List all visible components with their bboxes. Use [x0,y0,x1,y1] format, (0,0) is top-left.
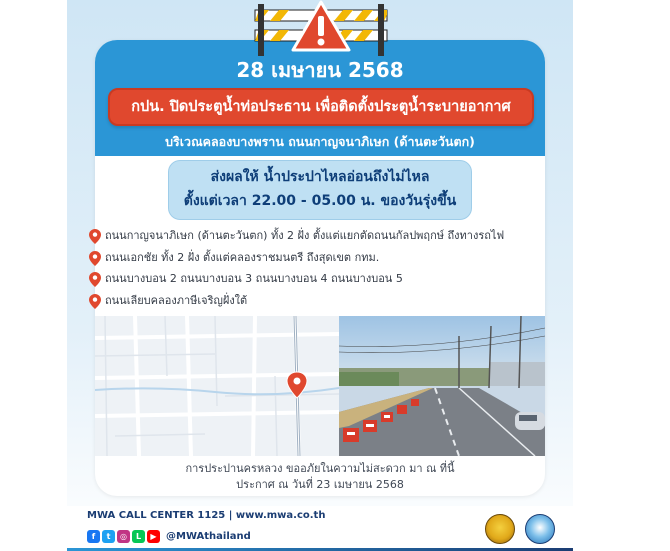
location-pin-icon [89,272,101,287]
location-pin-icon [89,229,101,244]
youtube-icon[interactable]: ▶ [147,530,160,543]
brand-footer [67,506,573,551]
road-text: ถนนเอกชัย ทั้ง 2 ฝั่ง ตั้งแต่คลองราชมนตรี ถึงสุดเขต กทม. [105,250,380,264]
notice-date: 28 เมษายน 2568 [236,58,404,82]
location-map [95,316,339,456]
notice-location: บริเวณคลองบางพราน ถนนกาญจนาภิเษก (ด้านตะวันตก) [165,134,475,149]
impact-line-1: ส่งผลให้ น้ำประปาไหลอ่อนถึงไม่ไหล [210,169,430,185]
affected-road-item [89,293,559,315]
location-pin-icon [89,251,101,266]
site-photo [339,316,545,456]
social-handle[interactable]: @MWAthailand [166,530,251,542]
affected-road-item [89,250,559,272]
apology-text: การประปานครหลวง ขออภัยในความไม่สะดวก มา ณ ที่นี้ [185,462,455,475]
affected-road-item [89,228,559,250]
notice-headline: กปน. ปิดประตูน้ำท่อประธาน เพื่อติดตั้งประตูน้ำระบายอากาศ [108,88,534,126]
announcement-date: ประกาศ ณ วันที่ 23 เมษายน 2568 [236,478,404,491]
contact-info: MWA CALL CENTER 1125 | www.mwa.co.th [87,510,326,521]
facebook-icon[interactable]: f [87,530,100,543]
affected-roads-list [89,228,559,314]
twitter-icon[interactable]: t [102,530,115,543]
road-text: ถนนบางบอน 2 ถนนบางบอน 3 ถนนบางบอน 4 ถนนบางบอน 5 [105,272,403,285]
road-text: ถนนกาญจนาภิเษก (ด้านตะวันตก) ทั้ง 2 ฝั่ง ตั้งแต่แยกตัดถนนกัลปพฤกษ์ ถึงทางรถไฟ [105,229,505,242]
road-text: ถนนเลียบคลองภาษีเจริญฝั่งใต้ [105,293,248,307]
impact-box [168,160,472,220]
instagram-icon[interactable]: ◎ [117,530,130,543]
impact-line-2: ตั้งแต่เวลา 22.00 - 05.00 น. ของวันรุ่งขึ้น [183,193,457,209]
announcement-poster [67,0,573,551]
line-icon[interactable]: L [132,530,145,543]
affected-road-item [89,271,559,293]
emblem-logo [485,514,515,544]
location-pin-icon [89,294,101,309]
social-row [87,528,251,544]
mwa-logo [525,514,555,544]
road-barrier-warning-icon [67,0,573,58]
